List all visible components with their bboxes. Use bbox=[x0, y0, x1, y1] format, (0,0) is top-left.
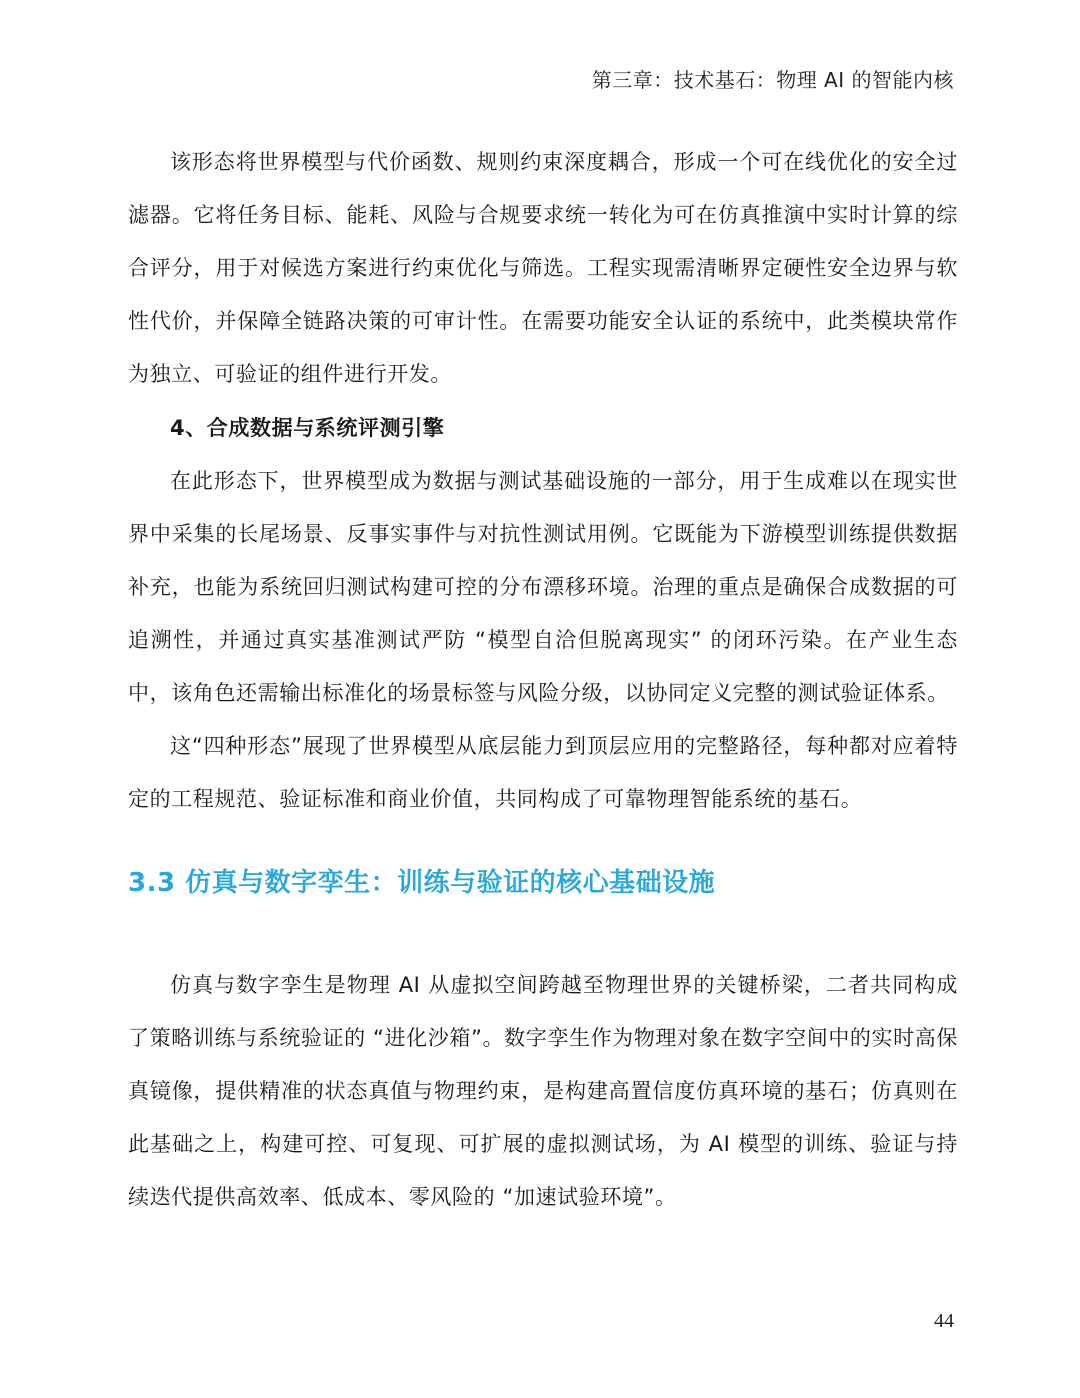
running-header: 第三章：技术基石：物理 AI 的智能内核 bbox=[591, 68, 954, 92]
page-number: 44 bbox=[934, 1310, 954, 1332]
subheading-synthetic-data: 4、合成数据与系统评测引擎 bbox=[170, 416, 445, 440]
section-title: 3.3 仿真与数字孪生：训练与验证的核心基础设施 bbox=[128, 868, 716, 898]
body-paragraph-synthetic-data: 在此形态下，世界模型成为数据与测试基础设施的一部分，用于生成难以在现实世界中采集的长尾场景、反事实事件与对抗性测试用例。它既能为下游模型训练提供数据补充，也能为系统回归测试构建可控的分布漂移环境。治理的重点是确保合成数据的可追溯性，并通过真实基准测试严防 “模型自洽但脱离现实” 的闭环污染。在产业生态中，该角色还需输出标准化的场景标签与风险分级，以协同定义完整的测试验证体系。 bbox=[128, 469, 958, 705]
body-paragraph-simulation: 仿真与数字孪生是物理 AI 从虚拟空间跨越至物理世界的关键桥梁，二者共同构成了策略训练与系统验证的 “进化沙箱”。数字孪生作为物理对象在数字空间中的实时高保真镜像，提供精准的状态真值与物理约束，是构建高置信度仿真环境的基石；仿真则在此基础之上，构建可控、可复现、可扩展的虚拟测试场，为 AI 模型的训练、验证与持续迭代提供高效率、低成本、零风险的 “加速试验环境”。 bbox=[128, 973, 958, 1209]
body-paragraph-safety-filter: 该形态将世界模型与代价函数、规则约束深度耦合，形成一个可在线优化的安全过滤器。它将任务目标、能耗、风险与合规要求统一转化为可在仿真推演中实时计算的综合评分，用于对候选方案进行约束优化与筛选。工程实现需清晰界定硬性安全边界与软性代价，并保障全链路决策的可审计性。在需要功能安全认证的系统中，此类模块常作为独立、可验证的组件进行开发。 bbox=[128, 150, 958, 386]
body-paragraph-four-forms: 这“四种形态”展现了世界模型从底层能力到顶层应用的完整路径，每种都对应着特定的工程规范、验证标准和商业价值，共同构成了可靠物理智能系统的基石。 bbox=[128, 734, 958, 811]
